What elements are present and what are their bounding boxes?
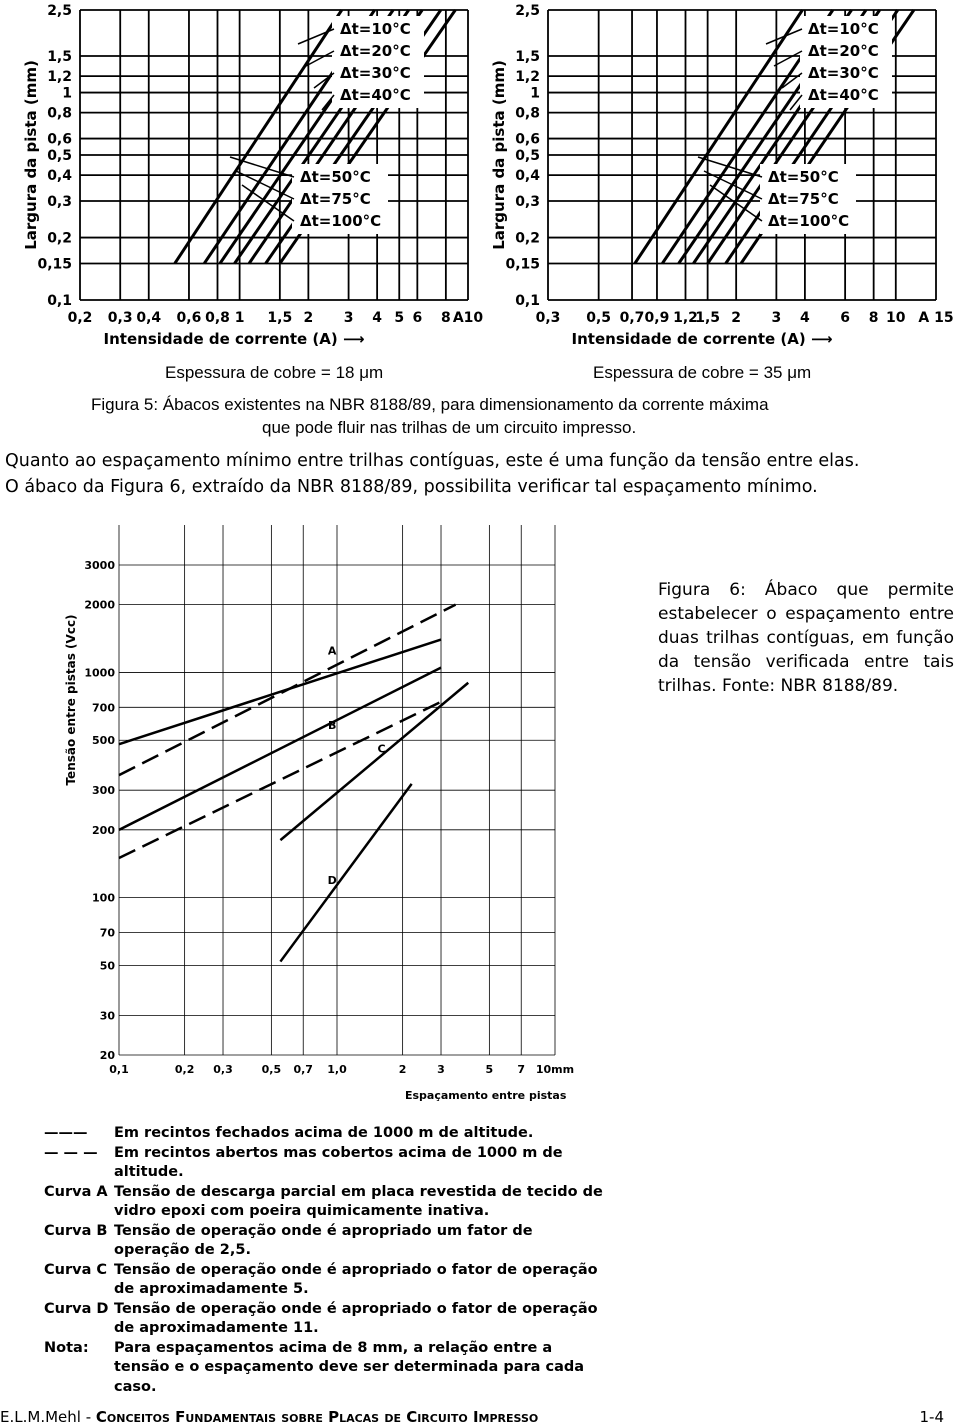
legend-label: Δt=100°C [300,212,382,230]
legend-label: Δt=20°C [808,42,879,60]
curve-label: B [327,719,337,733]
x-tick-label: 6 [412,310,423,326]
footer-title: Conceitos Fundamentais sobre Placas de Circuito Impresso [95,1408,539,1426]
legend-label: Δt=100°C [768,212,850,230]
series-line [119,702,441,858]
legend-label: Δt=75°C [300,190,371,208]
y-tick-label: 500 [92,734,115,748]
y-tick-label: 100 [92,891,115,905]
paragraph-line1: Quanto ao espaçamento mínimo entre trilhas contíguas, este é uma função da tensão entre elas. [5,451,860,471]
legend-text: Tensão de operação onde é apropriado o fator de operação de aproximadamente 5. [114,1261,598,1297]
legend-row [44,1124,604,1144]
legend-key: Curva B [44,1222,108,1239]
y-tick-label: 0,3 [47,194,72,211]
x-tick-label: 0,4 [136,310,162,326]
x-tick-label: 0,3 [213,1063,233,1076]
footer-left [0,1408,538,1426]
fig5-caption-line1: Figura 5: Ábacos existentes na NBR 8188/89, para dimensionamento da corrente máxima [91,395,769,414]
x-tick-label: 8 [868,310,879,326]
x-tick-label: 1,0 [327,1063,347,1076]
y-tick-label: 200 [92,823,115,837]
fig5-left-chart [20,0,484,350]
legend-label: Δt=20°C [340,42,411,60]
legend-text: Tensão de descarga parcial em placa revestida de tecido de vidro epoxi com poeira quimicamente inativa. [114,1183,603,1219]
legend-text: Tensão de operação onde é apropriado um fator de operação de 2,5. [114,1222,533,1258]
footer-page-number: 1-4 [919,1408,944,1426]
y-tick-label: 70 [99,926,115,940]
legend-label: Δt=10°C [808,20,879,38]
x-tick-label: 8 [440,310,451,326]
legend-label: Δt=10°C [340,20,411,38]
legend-row [44,1222,604,1261]
x-tick-label: A 15 [918,310,954,326]
x-tick-label: 0,7 [619,310,645,326]
legend-key: Nota: [44,1339,89,1356]
x-tick-label: 1,5 [695,310,721,326]
y-tick-label: 0,8 [515,105,540,122]
x-tick-label: 2 [398,1063,407,1076]
y-tick-label: 0,2 [47,230,72,247]
legend-row [44,1261,604,1300]
y-tick-label: 50 [99,959,115,973]
x-tick-label: 1,2 [673,310,698,326]
x-tick-label: 5 [394,310,405,326]
y-tick-label: 0,2 [515,230,540,247]
x-tick-label: 0,2 [67,310,93,326]
x-tick-label: 0,5 [586,310,612,326]
fig5-right-chart [488,0,954,350]
x-tick-label: 0,3 [107,310,133,326]
curve-label: A [327,644,337,658]
x-tick-label: 1,5 [267,310,293,326]
x-tick-label: 0,3 [535,310,561,326]
legend-row [44,1339,604,1398]
y-tick-label: 20 [99,1049,115,1062]
y-tick-label: 1,5 [47,49,72,66]
paragraph-line2: O ábaco da Figura 6, extraído da NBR 8188/89, possibilita verificar tal espaçamento mínimo. [5,477,818,497]
legend-label: Δt=50°C [300,168,371,186]
y-tick-label: 2,5 [515,3,540,19]
y-tick-label: 1,5 [515,49,540,66]
legend-label: Δt=30°C [808,64,879,82]
series-line [280,683,468,840]
series-line [280,784,411,962]
y-tick-label: 1,2 [47,69,72,86]
y-tick-label: 0,6 [515,131,540,148]
curve-label: C [377,742,386,756]
x-tick-label: 3 [771,310,782,326]
fig5-right-svg [488,0,954,350]
fig5-subcaption-right: Espessura de cobre = 35 μm [593,363,812,382]
x-tick-label: 1 [234,310,245,326]
y-tick-label: 0,1 [515,293,540,309]
y-tick-label: 0,4 [515,168,540,185]
x-tick-label: 2 [303,310,314,326]
legend-key: ——— [44,1125,88,1141]
leader-line [766,29,802,44]
y-tick-label: 0,6 [47,131,72,148]
y-tick-label: 1000 [84,666,115,680]
x-tick-label: 0,9 [644,310,670,326]
fig6-legend [44,1124,604,1397]
legend-key: — — — [44,1144,98,1161]
y-tick-label: 1,2 [515,69,540,86]
legend-label: Δt=75°C [768,190,839,208]
legend-key: Curva A [44,1183,108,1200]
legend-key: Curva C [44,1261,108,1278]
legend-row [44,1144,604,1183]
fig5-left-svg [20,0,484,350]
y-tick-label: 0,1 [47,293,72,309]
legend-key: Curva D [44,1300,109,1317]
leader-line [298,29,334,44]
legend-text: Tensão de operação onde é apropriado o fator de operação de aproximadamente 11. [114,1300,598,1336]
x-tick-label: 2 [731,310,742,326]
legend-label: Δt=40°C [340,86,411,104]
x-tick-label: 4 [800,310,810,326]
y-tick-label: 2,5 [47,3,72,19]
y-axis-label: Largura da pista (mm) [490,60,508,250]
legend-row [44,1183,604,1222]
x-tick-label: 3 [437,1063,445,1076]
y-tick-label: 300 [92,784,115,798]
x-tick-label: 0,8 [205,310,230,326]
fig6-chart [55,515,615,1110]
legend-text: Em recintos abertos mas cobertos acima de 1000 m de altitude. [114,1144,563,1180]
y-tick-label: 0,3 [515,194,540,211]
y-axis-label: Tensão entre pistas (Vcc) [64,614,78,786]
x-tick-label: 0,5 [261,1063,282,1076]
y-axis-label: Largura da pista (mm) [22,60,40,250]
x-axis-label: Espaçamento entre pistas [405,1089,567,1102]
x-axis-label: Intensidade de corrente (A) ⟶ [103,330,365,348]
x-tick-label: A10 [452,310,484,326]
curve-label: D [327,873,337,887]
legend-label: Δt=40°C [808,86,879,104]
fig6-svg [55,515,615,1110]
x-axis-label: Intensidade de corrente (A) ⟶ [571,330,833,348]
y-tick-label: 3000 [84,559,115,572]
legend-text: Em recintos fechados acima de 1000 m de altitude. [114,1125,534,1141]
x-tick-label: 5 [485,1063,494,1076]
x-tick-label: 10mm [535,1063,575,1076]
legend-row [44,1300,604,1339]
legend-label: Δt=50°C [768,168,839,186]
x-tick-label: 0,6 [176,310,202,326]
fig5-caption-line2: que pode fluir nas trilhas de um circuito impresso. [262,418,637,437]
y-tick-label: 700 [92,701,115,715]
y-tick-label: 0,15 [505,256,540,273]
y-tick-label: 0,4 [47,168,72,185]
x-tick-label: 0,7 [293,1063,313,1076]
y-tick-label: 0,15 [37,256,72,273]
fig5-subcaption-left: Espessura de cobre = 18 μm [165,363,384,382]
legend-label: Δt=30°C [340,64,411,82]
x-tick-label: 10 [886,310,906,326]
x-tick-label: 4 [372,310,382,326]
x-tick-label: 6 [840,310,850,326]
y-tick-label: 2000 [84,598,115,612]
y-tick-label: 0,5 [515,148,540,164]
y-tick-label: 1 [530,85,540,102]
series-line [119,605,456,775]
y-tick-label: 0,8 [47,105,72,122]
footer-author: E.L.M.Mehl - [0,1408,96,1426]
y-tick-label: 1 [62,85,72,102]
legend-text: Para espaçamentos acima de 8 mm, a relação entre a tensão e o espaçamento deve ser determinada para cada caso. [114,1339,585,1395]
y-tick-label: 0,5 [47,148,72,164]
x-tick-label: 7 [517,1063,526,1076]
x-tick-label: 0,1 [109,1063,129,1076]
fig6-caption: Figura 6: Ábaco que permite estabelecer o espaçamento entre duas trilhas contíguas, em função da tensão verificada entre tais trilhas. Fonte: NBR 8188/89. [658,580,954,696]
x-tick-label: 0,2 [174,1063,195,1076]
x-tick-label: 3 [343,310,354,326]
y-tick-label: 30 [99,1009,115,1023]
